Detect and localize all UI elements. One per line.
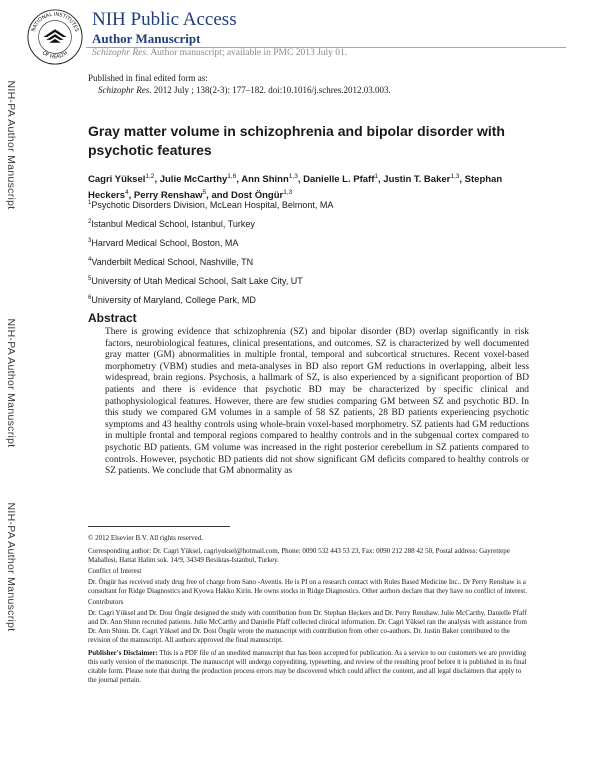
copyright: © 2012 Elsevier B.V. All rights reserved. (88, 534, 204, 542)
affiliation-item (88, 274, 333, 287)
coi-heading: Conflict of Interest (88, 567, 142, 575)
author-name: Cagri Yüksel (88, 174, 146, 186)
publication-journal: Schizophr Res (98, 85, 150, 95)
contributors-text: Dr. Cagri Yüksel and Dr. Dost Öngür designed the study with contribution from Dr. Stephan Heckers and Dr. Perry Renshaw. Julie McCarthy, Danielle Pfaff and Dr. Ann Shinn recruited patients. Julie McCarthy and Danielle Pfaff collected clinical information. Dr. Cagri Yüksel ran the analysis with asistance from Dr. Ann Shinn. Dr. Cagri Yüksel and Dr. Dost Öngür wrote the manuscript with contribution from other co-authors. Dr. Justin Baker contributed to the revision of the manuscript. All authors approved the final manuscript. (88, 609, 527, 644)
author-affiliation-marker: 1,3 (283, 189, 293, 197)
affiliation-item (88, 293, 333, 306)
nih-logo (26, 8, 84, 66)
affiliation-number: 6 (88, 295, 92, 301)
disclaimer-label: Publisher's Disclaimer: (88, 649, 158, 657)
publication-line: Published in final edited form as: (88, 73, 208, 83)
author-affiliation-marker: 4 (124, 189, 129, 197)
affiliation-item (88, 198, 333, 211)
author-affiliation-marker: 1 (374, 173, 378, 180)
publisher-disclaimer (88, 649, 530, 685)
affiliation-number: 5 (88, 276, 92, 282)
abstract-heading: Abstract (88, 311, 137, 325)
affiliation-text: Psychotic Disorders Division, McLean Hospital, Belmont, MA (91, 200, 334, 210)
publication-citation-text: . 2012 July ; 138(2-3): 177–182. doi:10.1016/j.schres.2012.03.003. (149, 85, 391, 95)
logo-text-bottom: OF HEALTH (41, 50, 69, 61)
author-separator: , (128, 190, 134, 202)
corresponding-author: Corresponding author: Dr. Cagri Yüksel, cagriyuksel@hotmail.com, Phone: 0090 532 443 53 23, Fax: 0090 212 288 42 50, Postal address: Gayrettepe Mahallesi, Hattat Halim sok. 14/9, 34349 Besiktas-Istanbul, Turkey. (88, 547, 510, 564)
publication-info (88, 72, 391, 96)
affiliation-number: 4 (88, 257, 92, 263)
footnote-rule (88, 526, 230, 527)
author-affiliation-marker: 1,3 (450, 173, 460, 180)
logo-text-top: NATIONAL INSTITUTES (30, 11, 80, 33)
contributors-heading: Contributors (88, 598, 124, 606)
author-name: Justin T. Baker (383, 174, 451, 186)
footnotes (88, 534, 530, 687)
author-name: Perry Renshaw (133, 190, 203, 202)
author-affiliation-marker: 1,6 (227, 173, 237, 180)
affiliation-item (88, 255, 333, 268)
abstract-body: There is growing evidence that schizophrenia (SZ) and bipolar disorder (BD) overlap significantly in risk factors, neurobiological features, clinical presentations, and outcomes. SZ is characterized by well documented gray matter (GM) abnormalities in multiple frontal, temporal and subcortical structures. Recent voxel-based morphometry (VBM) studies and meta-analyses in BD also report GM reductions in overlapping, albeit less widespread, brain regions. Psychosis, a hallmark of SZ, is also experienced by a significant proportion of BD patients and there is evidence that psychotic BD may be characterized by specific clinical and pathophysiological features. However, there are few studies comparing GM between SZ and psychotic BD. In this study we compared GM volumes in a sample of 58 SZ patients, 28 BD patients experiencing psychotic symptoms and 43 healthy controls using whole-brain voxel-based morphometry. SZ patients had GM reductions in multiple frontal and temporal regions compared to healthy controls and in the subgenual cortex compared to psychotic BD patients. GM volume was increased in the right posterior cerebellum in SZ patients compared to controls. However, psychotic BD patients did not show significant GM deficits compared to healthy controls or SZ patients. We conclude that GM abnormality as (105, 327, 529, 477)
side-label-1: NIH-PA Author Manuscript (5, 80, 17, 210)
author-separator: , (459, 174, 465, 186)
author-name: Danielle L. Pfaff (303, 174, 375, 186)
author-separator: , and (206, 190, 231, 202)
author-separator: , (236, 174, 242, 186)
affiliation-item (88, 236, 333, 249)
header-availability (92, 48, 347, 58)
affiliation-number: 2 (88, 219, 92, 225)
header-title: NIH Public Access (92, 9, 237, 30)
author-affiliation-marker: 1,2 (145, 173, 155, 180)
header-journal: Schizophr Res (92, 48, 147, 58)
author-affiliation-marker: 1,3 (288, 173, 298, 180)
affiliation-text: Harvard Medical School, Boston, MA (91, 238, 239, 248)
author-name: Dost Öngür (230, 190, 284, 202)
affiliation-text: Istanbul Medical School, Istanbul, Turkey (91, 219, 255, 229)
header-availability-text: . Author manuscript; available in PMC 2013 July 01. (146, 48, 348, 58)
affiliation-item (88, 217, 333, 230)
publication-citation (88, 84, 391, 96)
affiliation-text: University of Utah Medical School, Salt Lake City, UT (91, 276, 303, 286)
author-name: Stephan Heckers (88, 174, 503, 202)
author-separator: , (297, 174, 304, 186)
affiliation-number: 3 (88, 238, 92, 244)
disclaimer-text: This is a PDF file of an unedited manuscript that has been accepted for publication. As a service to our customers we are providing this early version of the manuscript. The manuscript will undergo copyediting, typesetting, and review of the resulting proof before it is published in its final citable form. Please note that during the production process errors may be discovered which could affect the content, and all legal disclaimers that apply to the journal pertain. (88, 649, 527, 684)
author-affiliation-marker: 5 (202, 189, 207, 197)
affiliation-text: University of Maryland, College Park, MD (91, 295, 256, 305)
affiliation-number: 1 (88, 200, 92, 206)
affiliation-list (88, 198, 333, 312)
header-subtitle: Author Manuscript (92, 31, 201, 46)
article-title: Gray matter volume in schizophrenia and bipolar disorder with psychotic features (88, 123, 505, 158)
author-separator: , (378, 174, 384, 186)
coi-text: Dr. Öngür has received study drug free of charge from Sano -Aventis. He is PI on a research contact with Rules Based Medicine Inc.. Dr Perry Renshaw is a consultant for Ridge Diagnostics and Kyowa Hakko Kirin. He owns stocks in Ridge Diagnostics. Other authors declare that they have no conflict of interest. (88, 578, 527, 595)
author-name: Ann Shinn (241, 174, 289, 186)
author-name: Julie McCarthy (159, 174, 228, 186)
side-label-2: NIH-PA Author Manuscript (5, 318, 17, 448)
affiliation-text: Vanderbilt Medical School, Nashville, TN (91, 257, 254, 267)
side-label-3: NIH-PA Author Manuscript (5, 502, 17, 632)
author-separator: , (154, 174, 160, 186)
